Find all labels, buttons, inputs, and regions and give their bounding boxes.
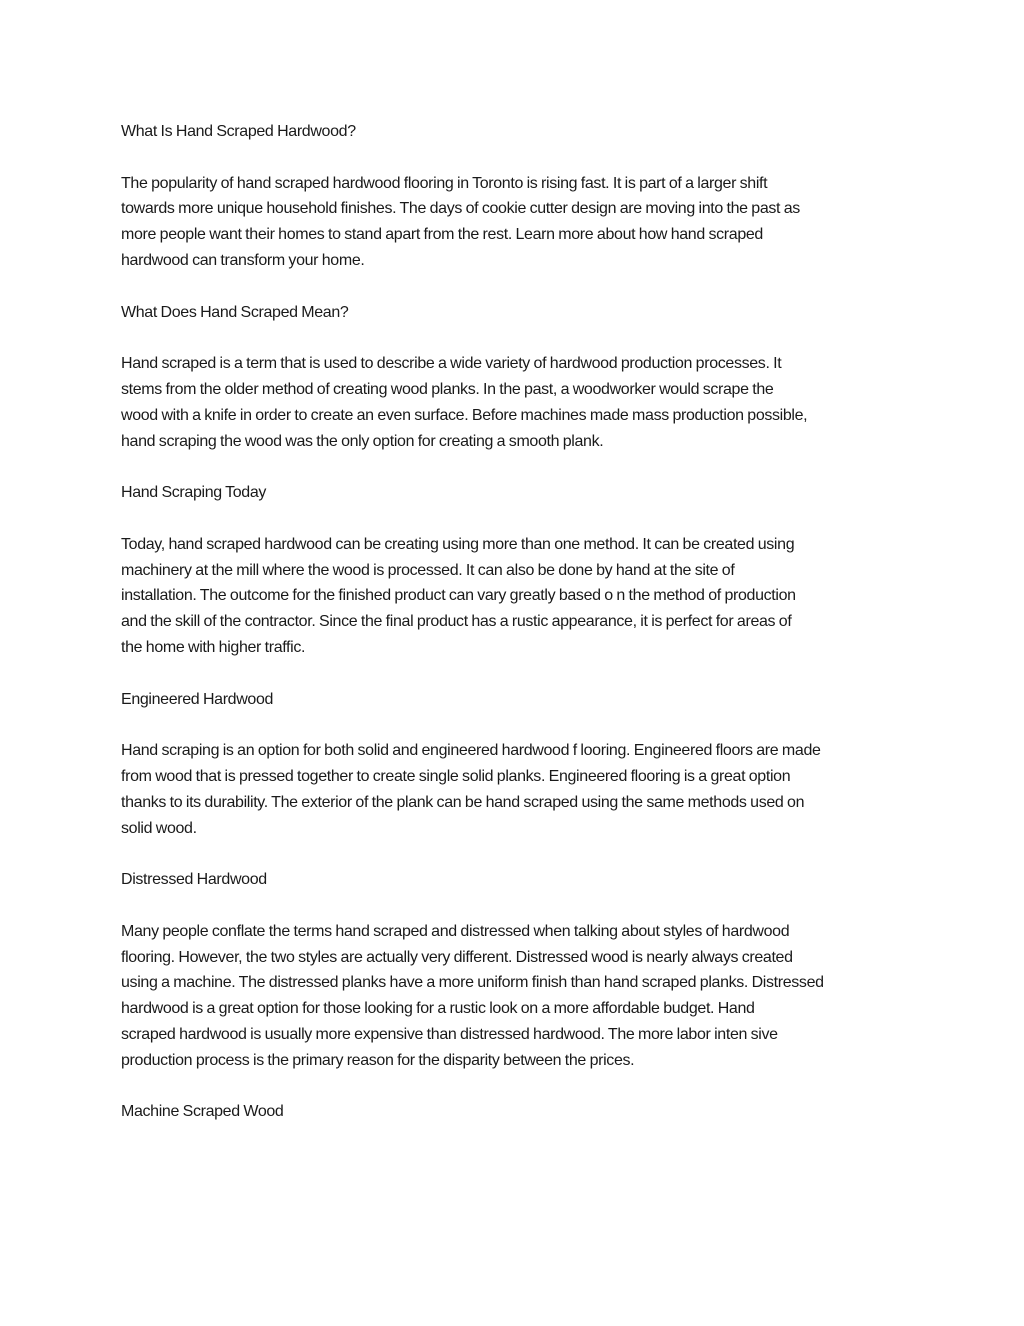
section-paragraph — [121, 919, 911, 1074]
section-heading: Distressed Hardwood — [121, 871, 267, 889]
paragraph-line: Hand scraped is a term that is used to describe a wide variety of hardwood production processes. It — [121, 355, 782, 373]
section-heading: Machine Scraped Wood — [121, 1103, 284, 1121]
paragraph-line: flooring. However, the two styles are actually very different. Distressed wood is nearly always created — [121, 948, 793, 966]
document-body — [121, 119, 911, 1151]
paragraph-line: and the skill of the contractor. Since the final product has a rustic appearance, it is perfect for areas of — [121, 613, 792, 631]
paragraph-line: installation. The outcome for the finished product can vary greatly based o n the method of production — [121, 587, 796, 605]
paragraph-line: more people want their homes to stand apart from the rest. Learn more about how hand scraped — [121, 226, 763, 244]
paragraph-line: stems from the older method of creating wood planks. In the past, a woodworker would scrape the — [121, 380, 774, 398]
paragraph-line: The popularity of hand scraped hardwood flooring in Toronto is rising fast. It is part of a larger shift — [121, 174, 768, 192]
section-paragraph — [121, 171, 911, 274]
section-heading: Hand Scraping Today — [121, 484, 267, 502]
section-paragraph — [121, 351, 911, 454]
paragraph-line: from wood that is pressed together to create single solid planks. Engineered flooring is a great option — [121, 767, 791, 785]
paragraph-line: machinery at the mill where the wood is processed. It can also be done by hand at the site of — [121, 561, 735, 579]
paragraph-line: Today, hand scraped hardwood can be creating using more than one method. It can be created using — [121, 535, 795, 553]
paragraph-line: the home with higher traffic. — [121, 638, 306, 656]
section-heading: Engineered Hardwood — [121, 690, 274, 708]
section-paragraph — [121, 532, 911, 661]
paragraph-line: hardwood is a great option for those looking for a rustic look on a more affordable budget. Hand — [121, 1000, 755, 1018]
section-heading: What Is Hand Scraped Hardwood? — [121, 123, 356, 140]
paragraph-line: hand scraping the wood was the only option for creating a smooth plank. — [121, 432, 604, 450]
section-paragraph — [121, 738, 911, 841]
paragraph-line: scraped hardwood is usually more expensive than distressed hardwood. The more labor inten sive — [121, 1025, 778, 1043]
paragraph-line: using a machine. The distressed planks have a more uniform finish than hand scraped planks. Distressed — [121, 974, 824, 992]
paragraph-line: Many people conflate the terms hand scraped and distressed when talking about styles of hardwood — [121, 922, 790, 940]
paragraph-line: solid wood. — [121, 819, 197, 837]
paragraph-line: thanks to its durability. The exterior of the plank can be hand scraped using the same methods used on — [121, 793, 805, 811]
section-heading: What Does Hand Scraped Mean? — [121, 303, 349, 321]
paragraph-line: towards more unique household finishes. The days of cookie cutter design are moving into the past as — [121, 200, 800, 218]
paragraph-line: wood with a knife in order to create an even surface. Before machines made mass production possible, — [121, 406, 808, 424]
paragraph-line: hardwood can transform your home. — [121, 251, 365, 269]
paragraph-line: Hand scraping is an option for both solid and engineered hardwood f looring. Engineered floors are made — [121, 742, 821, 760]
paragraph-line: production process is the primary reason for the disparity between the prices. — [121, 1051, 635, 1069]
